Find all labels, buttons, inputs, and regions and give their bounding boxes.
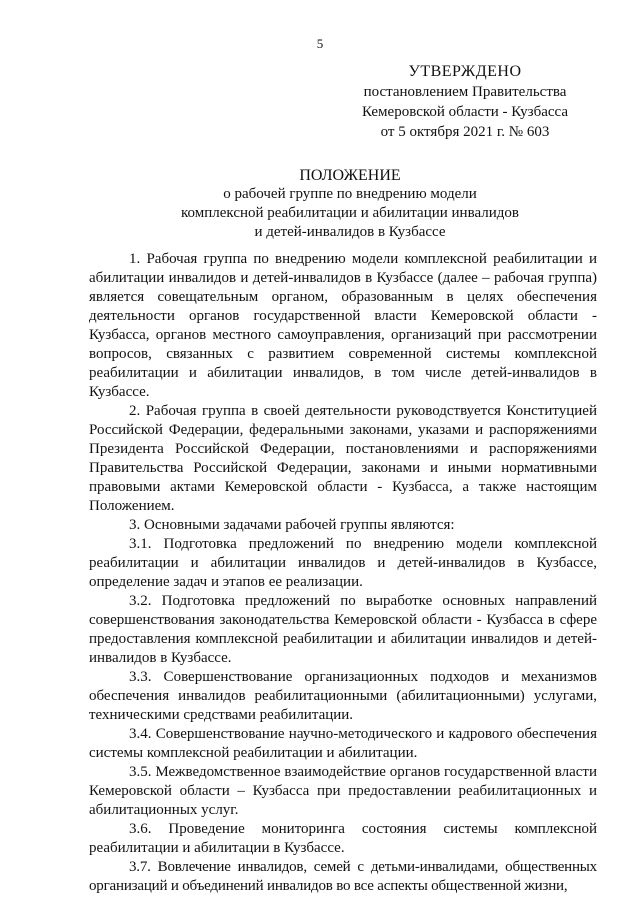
paragraph: 3.5. Межведомственное взаимодействие органов государственной власти Кемеровской области – Кузбасса при предоставлении реабилитационных и абилитационных услуг. <box>89 764 597 818</box>
approval-line: постановлением Правительства <box>363 84 567 100</box>
paragraph: 2. Рабочая группа в своей деятельности руководствуется Конституцией Российской Федерации, федеральными законами, указами и распоряжениями Президента Российской Федерации, постановлениями и распоряжениями Правительства Российской Федерации, законами и иными нормативными правовыми актами Кемеровской области - Кузбасса, а также настоящим Положением. <box>89 403 597 514</box>
approval-heading: УТВЕРЖДЕНО <box>408 63 522 80</box>
approval-date-line: от 5 октября 2021 г. № 603 <box>380 124 550 140</box>
approval-line: Кемеровской области - Кузбасса <box>361 104 569 120</box>
approval-stamp <box>330 62 600 142</box>
paragraph: 3.2. Подготовка предложений по выработке основных направлений совершенствования законодательства Кемеровской области - Кузбасса в сфере предоставления комплексной реабилитации и абилитации инвалидов и детей-инвалидов в Кузбассе. <box>89 593 597 666</box>
paragraph: 1. Рабочая группа по внедрению модели комплексной реабилитации и абилитации инвалидов и детей-инвалидов в Кузбассе (далее – рабочая группа) является совещательным органом, образованным в целях обеспечения деятельности органов государственной власти Кемеровской области - Кузбасса, органов местного самоуправления, организаций при рассмотрении вопросов, связанных с развитием современной системы комплексной реабилитации и абилитации инвалидов, в том числе детей-инвалидов в Кузбассе. <box>89 251 597 400</box>
document-title: ПОЛОЖЕНИЕ <box>299 167 401 184</box>
paragraph: 3.4. Совершенствование научно-методического и кадрового обеспечения системы комплексной реабилитации и абилитации. <box>89 726 597 761</box>
paragraph: 3.3. Совершенствование организационных подходов и механизмов обеспечения инвалидов реабилитационными (абилитационными) услугами, техническими средствами реабилитации. <box>89 669 597 723</box>
paragraph: 3. Основными задачами рабочей группы являются: <box>129 517 455 533</box>
paragraph: 3.6. Проведение мониторинга состояния системы комплексной реабилитации и абилитации в Кузбассе. <box>89 821 597 856</box>
document-body <box>89 250 597 896</box>
document-subtitle: о рабочей группе по внедрению модели <box>223 186 477 202</box>
document-subtitle: и детей-инвалидов в Кузбассе <box>254 224 446 240</box>
paragraph: 3.7. Вовлечение инвалидов, семей с детьми-инвалидами, общественных организаций и объединений инвалидов во все аспекты общественной жизни, <box>89 859 597 894</box>
document-subtitle: комплексной реабилитации и абилитации инвалидов <box>181 205 519 221</box>
page-number: 5 <box>316 36 324 51</box>
paragraph: 3.1. Подготовка предложений по внедрению модели комплексной реабилитации и абилитации инвалидов и детей-инвалидов в Кузбассе, определение задач и этапов ее реализации. <box>89 536 597 590</box>
document-title-block <box>90 166 610 242</box>
